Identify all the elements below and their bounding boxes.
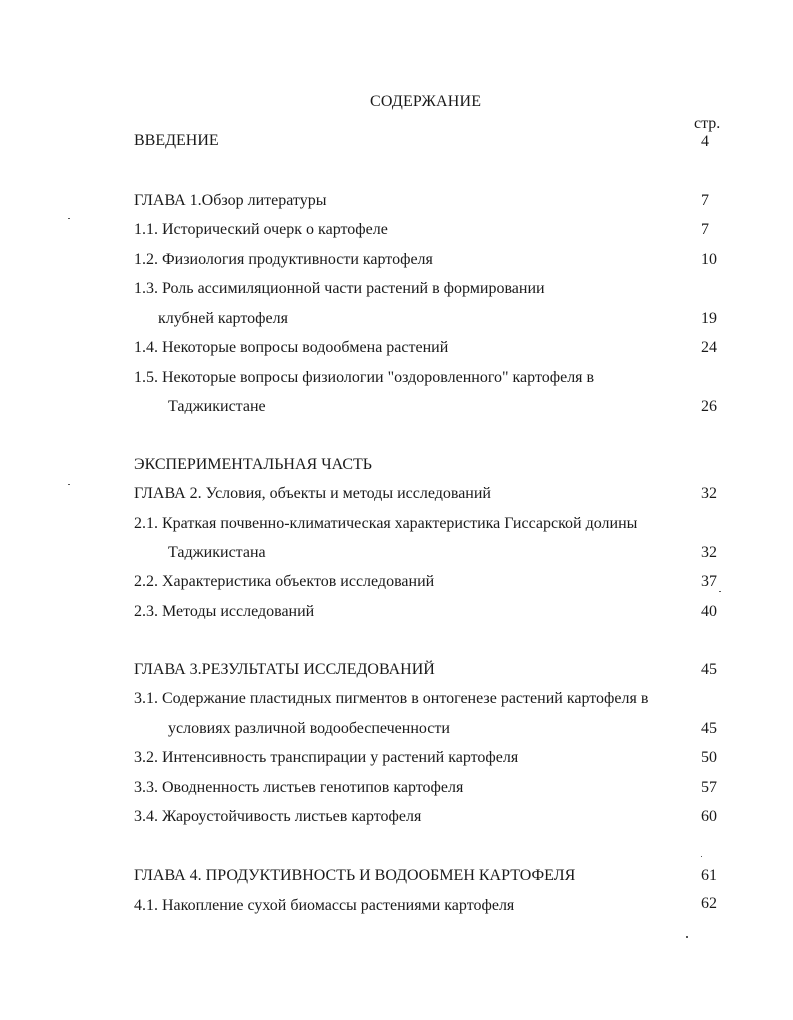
toc-title: СОДЕРЖАНИЕ <box>370 93 482 110</box>
toc-entry-4-1: 4.1. Накопление сухой биомассы растениями картофеля <box>134 897 515 914</box>
toc-entry-3-3: 3.3. Оводненность листьев генотипов картофеля <box>134 779 464 796</box>
toc-page-number: 37 <box>701 573 717 590</box>
page-column-header: стр. <box>694 115 721 132</box>
toc-entry-1-1: 1.1. Исторический очерк о картофеле <box>134 221 388 238</box>
toc-entry-1-4: 1.4. Некоторые вопросы водообмена растений <box>134 339 449 356</box>
toc-page-number: 32 <box>701 485 717 502</box>
toc-page-number: 26 <box>701 398 717 415</box>
toc-entry-chapter-4: ГЛАВА 4. ПРОДУКТИВНОСТЬ И ВОДООБМЕН КАРТОФЕЛЯ <box>134 867 576 884</box>
toc-entry-1-5: 1.5. Некоторые вопросы физиологии "оздоровленного" картофеля в <box>134 369 595 386</box>
toc-page-number: 45 <box>701 720 717 737</box>
toc-entry-1-2: 1.2. Физиология продуктивности картофеля <box>134 251 433 268</box>
toc-page-number: 45 <box>701 661 717 678</box>
toc-entry-chapter-1: ГЛАВА 1.Обзор литературы <box>134 192 327 209</box>
scan-speck <box>701 856 702 857</box>
toc-page-number: 7 <box>701 192 709 209</box>
toc-entry-1-5-continuation: Таджикистане <box>168 398 266 415</box>
toc-entry-1-3: 1.3. Роль ассимиляционной части растений в формировании <box>134 280 545 297</box>
toc-page-number: 62 <box>701 895 717 912</box>
toc-entry-2-2: 2.2. Характеристика объектов исследований <box>134 573 435 590</box>
scan-speck <box>68 218 70 219</box>
toc-entry-2-3: 2.3. Методы исследований <box>134 603 315 620</box>
toc-entry-2-1-continuation: Таджикистана <box>168 544 266 561</box>
toc-page-number: 4 <box>701 133 709 150</box>
toc-page-number: 19 <box>701 310 717 327</box>
toc-entry-chapter-2: ГЛАВА 2. Условия, объекты и методы исследований <box>134 485 491 502</box>
scan-speck <box>686 936 688 938</box>
toc-entry-2-1: 2.1. Краткая почвенно-климатическая характеристика Гиссарской долины <box>134 515 638 532</box>
toc-section-experimental: ЭКСПЕРИМЕНТАЛЬНАЯ ЧАСТЬ <box>134 456 372 473</box>
toc-page-number: 7 <box>701 221 709 238</box>
toc-entry-1-3-continuation: клубней картофеля <box>158 310 288 327</box>
toc-page-number: 61 <box>701 867 717 884</box>
toc-entry-3-1-continuation: условиях различной водообеспеченности <box>168 720 450 737</box>
toc-page-number: 32 <box>701 544 717 561</box>
toc-page-number: 40 <box>701 603 717 620</box>
scan-speck <box>719 591 721 592</box>
toc-page-number: 24 <box>701 339 717 356</box>
toc-entry-3-1: 3.1. Содержание пластидных пигментов в онтогенезе растений картофеля в <box>134 690 649 707</box>
scan-speck <box>68 484 70 485</box>
toc-page-number: 57 <box>701 779 717 796</box>
toc-page-number: 60 <box>701 808 717 825</box>
toc-page-number: 10 <box>701 251 717 268</box>
toc-entry-3-4: 3.4. Жароустойчивость листьев картофеля <box>134 808 422 825</box>
toc-entry-3-2: 3.2. Интенсивность транспирации у растений картофеля <box>134 749 519 766</box>
toc-entry-introduction: ВВЕДЕНИЕ <box>134 132 219 149</box>
toc-entry-chapter-3: ГЛАВА 3.РЕЗУЛЬТАТЫ ИССЛЕДОВАНИЙ <box>134 661 435 678</box>
toc-page-number: 50 <box>701 749 717 766</box>
